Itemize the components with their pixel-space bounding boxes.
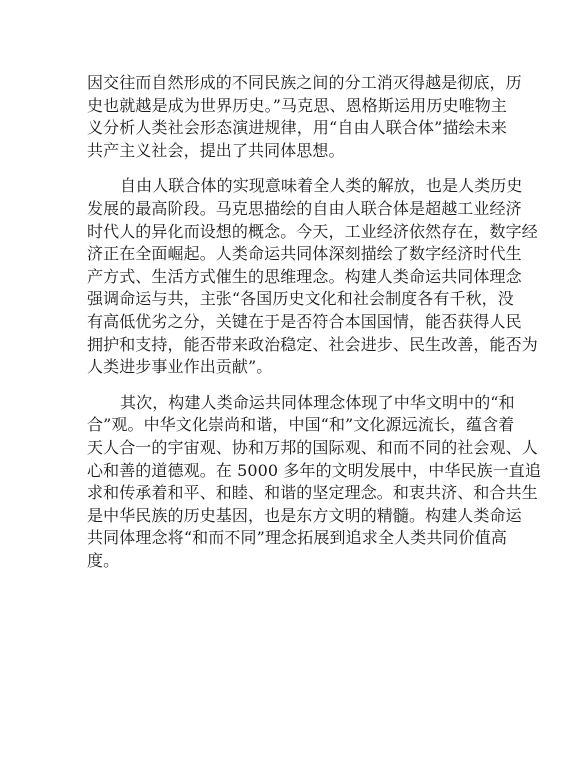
document-body	[87, 72, 541, 572]
text-line: 产方式、生活方式催生的思维理念。构建人类命运共同体理念	[87, 266, 522, 286]
text-line: 求和传承着和平、和睦、和谐的坚定理念。和衷共济、和合共生	[87, 483, 538, 503]
text-line: 其次，构建人类命运共同体理念体现了中华文明中的“和	[120, 392, 515, 412]
text-line: 共同体理念将“和而不同”理念拓展到追求全人类共同价值高	[87, 528, 507, 548]
text-line: 合”观。中华文化崇尚和谐，中国“和”文化源远流长，蕴含着	[87, 415, 515, 435]
text-line: 是中华民族的历史基因，也是东方文明的精髓。构建人类命运	[87, 505, 522, 525]
paragraph-2	[87, 175, 538, 378]
text-line: 有高低优劣之分，关键在于是否符合本国国情，能否获得人民	[87, 311, 522, 331]
text-line: 度。	[87, 550, 120, 570]
paragraph-3	[87, 392, 541, 573]
text-line: 拥护和支持，能否带来政治稳定、社会进步、民生改善，能否为	[87, 334, 538, 354]
text-line: 自由人联合体的实现意味着全人类的解放，也是人类历史	[120, 176, 523, 196]
text-line: 史也就越是成为世界历史。”马克思、恩格斯运用历史唯物主	[87, 95, 507, 115]
text-line: 发展的最高阶段。马克思描绘的自由人联合体是超越工业经济	[87, 198, 522, 218]
text-line: 义分析人类社会形态演进规律，用“自由人联合体”描绘未来	[87, 118, 507, 138]
text-line: 济正在全面崛起。人类命运共同体深刻描绘了数字经济时代生	[87, 244, 522, 264]
paragraph-spacer	[87, 162, 507, 175]
text-line: 天人合一的宇宙观、协和万邦的国际观、和而不同的社会观、人	[87, 437, 538, 457]
text-line: 共产主义社会，提出了共同体思想。	[87, 140, 345, 160]
text-line: 因交往而自然形成的不同民族之间的分工消灭得越是彻底，历	[87, 73, 522, 92]
paragraph-1	[87, 72, 522, 162]
text-line: 强调命运与共，主张“各国历史文化和社会制度各有千秋，没	[87, 289, 514, 309]
paragraph-spacer	[87, 379, 507, 392]
text-line: 时代人的异化而设想的概念。今天，工业经济依然存在，数字经	[87, 221, 538, 241]
text-line: 人类进步事业作出贡献”。	[87, 357, 273, 377]
text-line: 心和善的道德观。在 5000 多年的文明发展中，中华民族一直追	[87, 460, 541, 480]
